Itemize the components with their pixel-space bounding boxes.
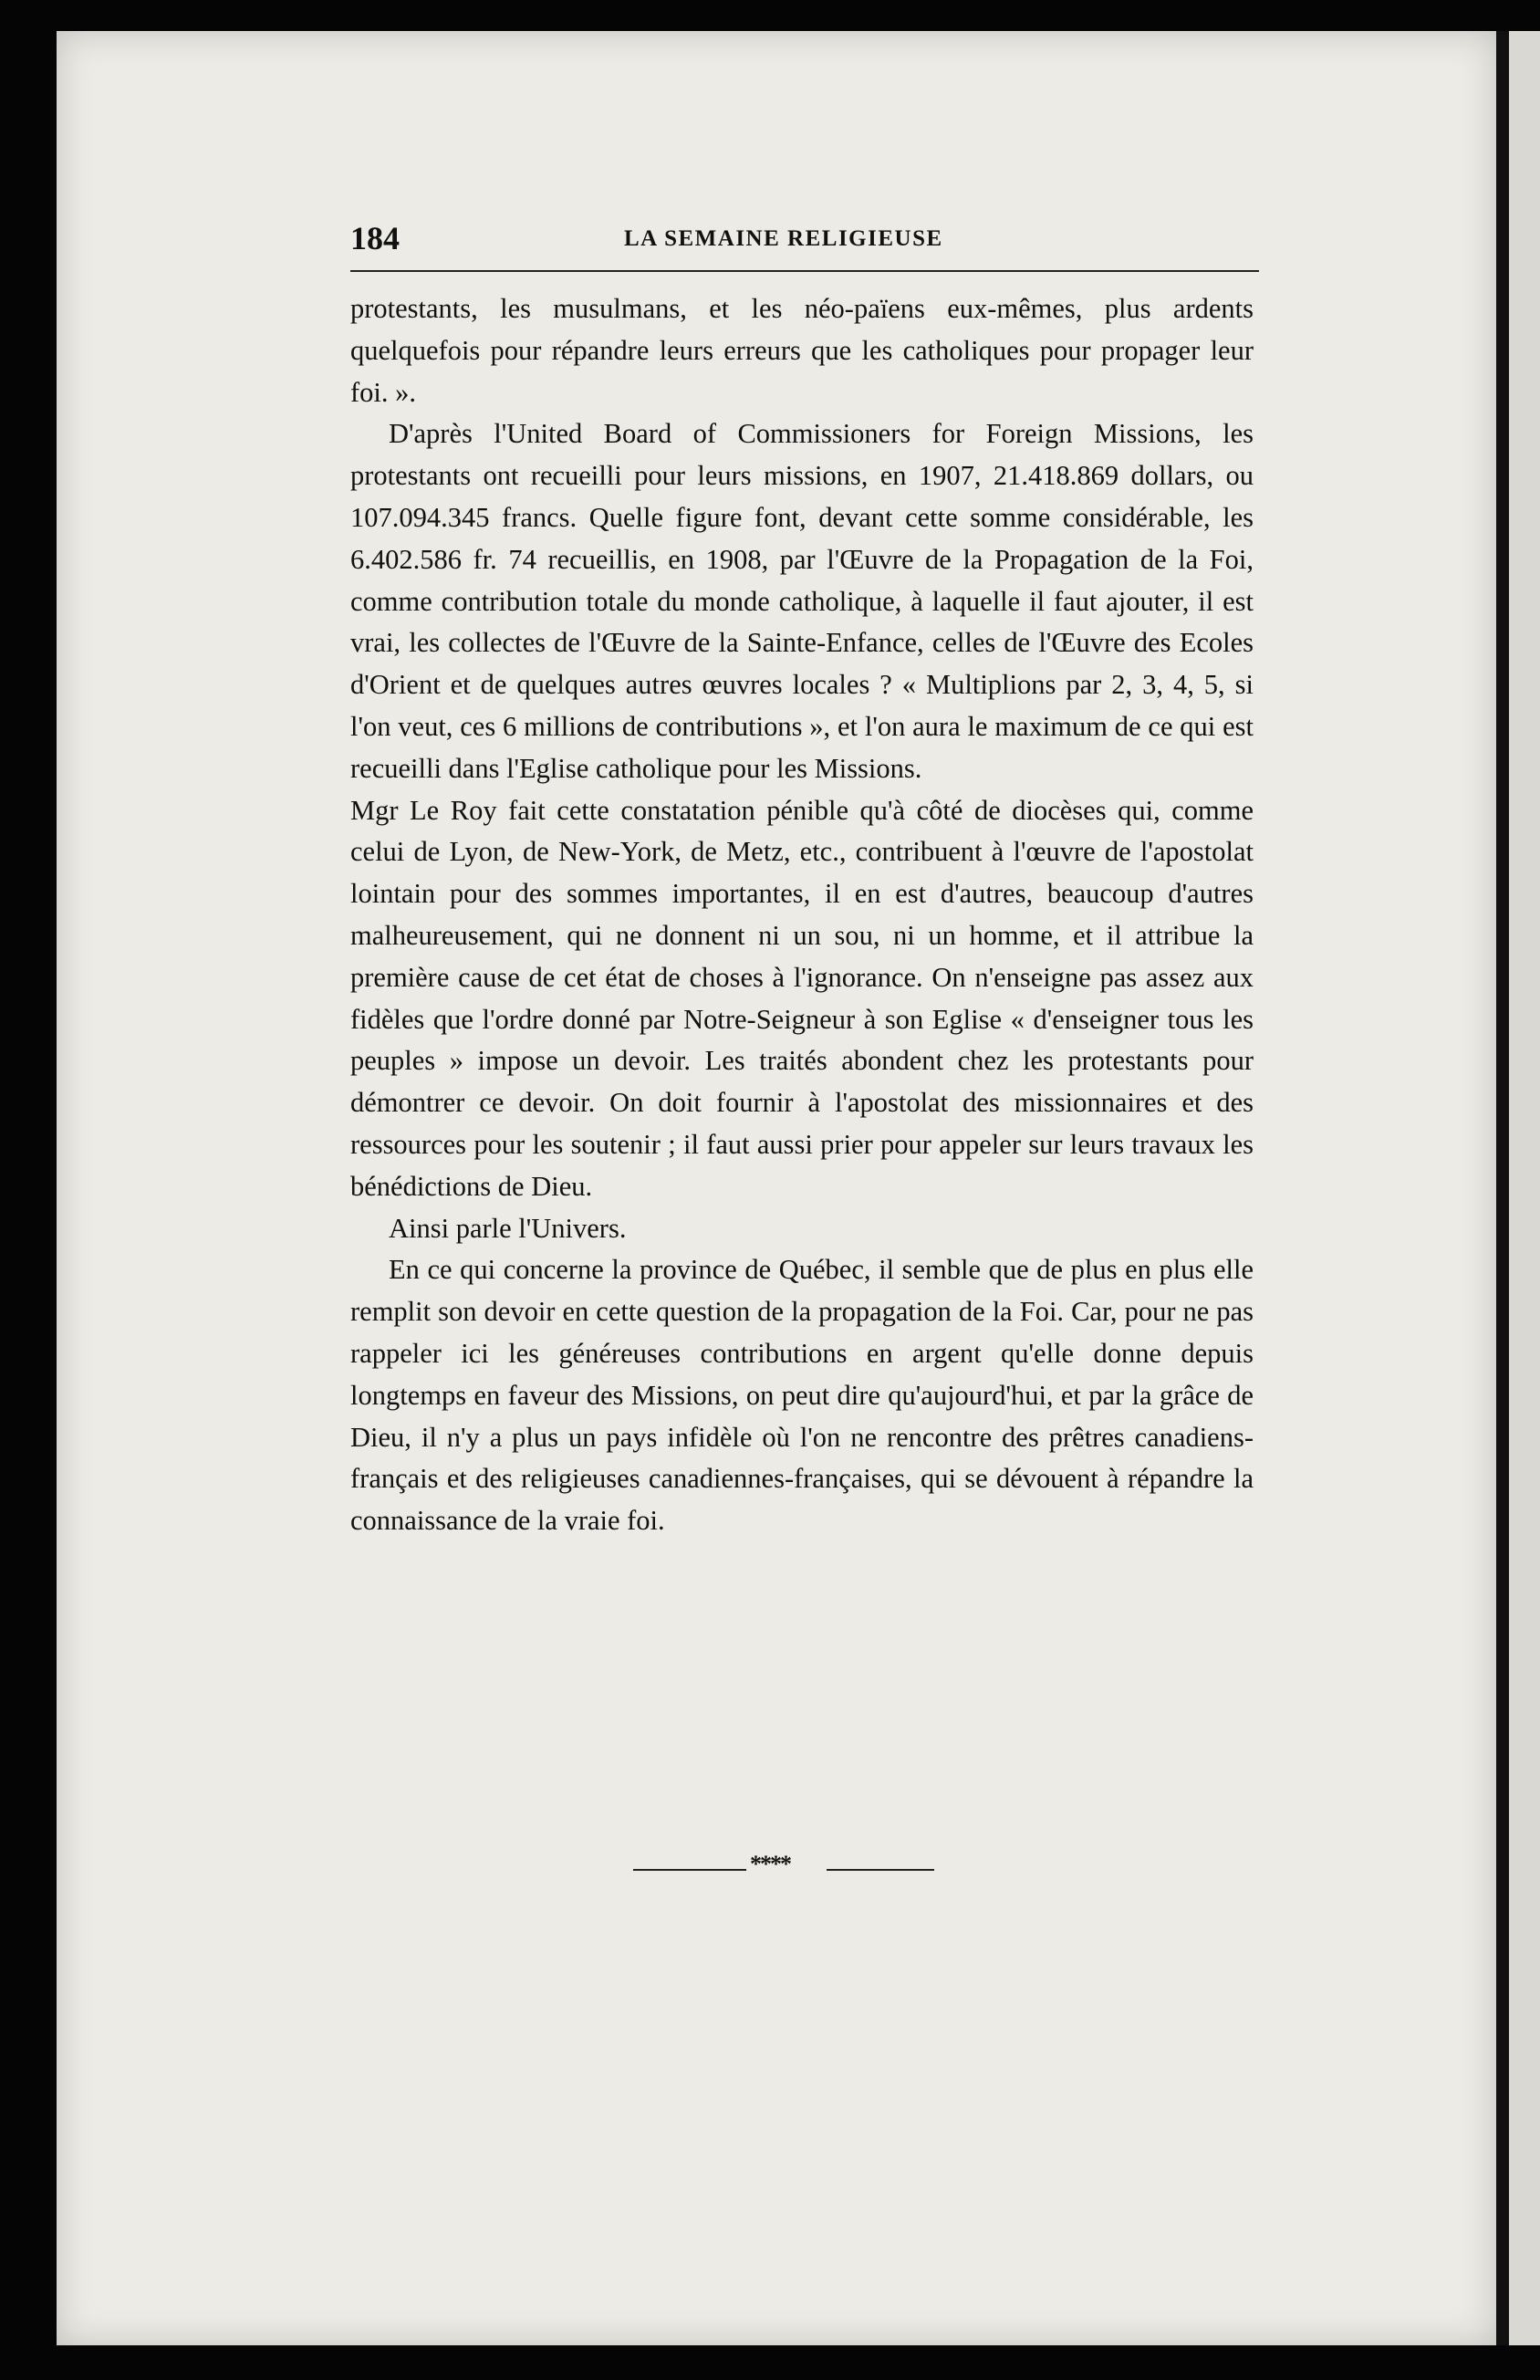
paragraph-2: D'après l'United Board of Commissioners for Foreign Missions, les protestants ont recueilli pour leurs missions, en 1907, 21.418.869 dollars, ou 107.094.345 francs. Quelle figure font, devant cette somme considérable, les 6.402.586 fr. 74 recueillis, en 1908, par l'Œuvre de la Propagation de la Foi, comme contribution totale du monde catholique, à laquelle il faut ajouter, il est vrai, les collectes de l'Œuvre de la Sainte-Enfance, celles de l'Œuvre des Ecoles d'Orient et de quelques autres œuvres locales ? « Multiplions par 2, 3, 4, 5, si l'on veut, ces 6 millions de contributions », et l'on aura le maximum de ce qui est recueilli dans l'Eglise catholique pour les Missions. [350, 418, 1254, 784]
paragraph-4: Ainsi parle l'Univers. [389, 1212, 627, 1244]
section-ornament [633, 1851, 934, 1884]
page-header [350, 219, 1263, 274]
paragraph-3: Mgr Le Roy fait cette constatation pénible qu'à côté de diocèses qui, comme celui de Lyon, de New-York, de Metz, etc., contribuent à l'œuvre de l'apostolat lointain pour des sommes importantes, il en est d'autres, beaucoup d'autres malheureusement, qui ne donnent ni un sou, ni un homme, et il attribue la première cause de cet état de choses à l'ignorance. On n'enseigne pas assez aux fidèles que l'ordre donné par Notre-Seigneur à son Eglise « d'enseigner tous les peuples » impose un devoir. Les traités abondent chez les protestants pour démontrer ce devoir. On doit fournir à l'apostolat des missionnaires et des ressources pour les soutenir ; il faut aussi prier pour appeler sur leurs travaux les bénédictions de Dieu. [350, 794, 1254, 1202]
page-body [350, 288, 1254, 1542]
running-title: LA SEMAINE RELIGIEUSE [624, 226, 943, 251]
ornament-rule-right [827, 1869, 934, 1871]
paragraph-5: En ce qui concerne la province de Québec, il semble que de plus en plus elle remplit son devoir en cette question de la propagation de la Foi. Car, pour ne pas rappeler ici les généreuses contributions en argent qu'elle donne depuis longtemps en faveur des Missions, on peut dire qu'aujourd'hui, et par la grâce de Dieu, il n'y a plus un pays infidèle où l'on ne rencontre des prêtres canadiens-français et des religieuses canadiennes-françaises, qui se dévouent à répandre la connaissance de la vraie foi. [350, 1254, 1254, 1537]
paragraph-1: protestants, les musulmans, et les néo-païens eux-mêmes, plus ardents quelquefois pour répandre leurs erreurs que les catholiques pour propager leur foi. ». [350, 293, 1254, 408]
page-edge-shadow [1496, 31, 1509, 2345]
ornament-rule-left [633, 1869, 746, 1871]
next-page-edge [1509, 31, 1540, 2345]
page-number: 184 [350, 220, 400, 256]
ornament-stars: **** [750, 1851, 790, 1877]
header-rule [350, 270, 1259, 272]
